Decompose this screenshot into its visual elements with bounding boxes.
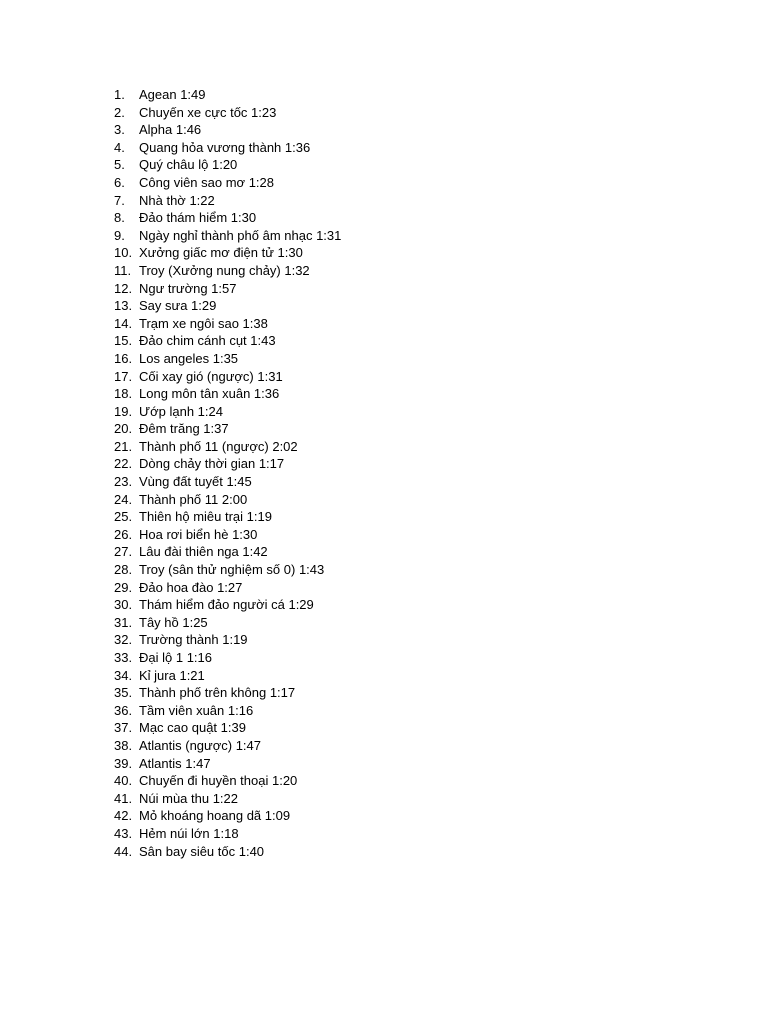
- list-item-number: 31.: [114, 614, 133, 630]
- list-item: [114, 772, 341, 790]
- list-item-number: 18.: [114, 386, 133, 402]
- list-item-number: 29.: [114, 579, 133, 595]
- list-item-text: Sân bay siêu tốc 1:40: [139, 843, 265, 859]
- list-item-text: Mỏ khoáng hoang dã 1:09: [139, 808, 291, 824]
- list-item: [114, 825, 341, 843]
- list-item-number: 25.: [114, 509, 133, 525]
- list-item-number: 37.: [114, 720, 133, 736]
- list-item-text: Atlantis (ngược) 1:47: [139, 737, 262, 753]
- list-item-number: 11.: [114, 262, 132, 278]
- list-item-number: 1.: [114, 87, 125, 102]
- list-item: [114, 209, 341, 227]
- list-item: [114, 368, 341, 386]
- list-item-text: Chuyến đi huyền thoại 1:20: [139, 773, 298, 789]
- list-item-text: Thành phố trên không 1:17: [139, 685, 296, 701]
- list-item: [114, 579, 341, 597]
- list-item-text: Hẻm núi lớn 1:18: [139, 825, 239, 841]
- list-item-number: 22.: [114, 456, 133, 472]
- list-item: [114, 807, 341, 825]
- list-item: [114, 508, 341, 526]
- list-item-text: Tây hồ 1:25: [139, 614, 208, 630]
- list-item: [114, 491, 341, 509]
- list-item: [114, 104, 341, 122]
- list-item-text: Dòng chảy thời gian 1:17: [139, 456, 285, 472]
- list-item: [114, 561, 341, 579]
- list-item-number: 16.: [114, 350, 133, 366]
- list-item: [114, 139, 341, 157]
- list-item-number: 20.: [114, 421, 133, 437]
- list-item-number: 35.: [114, 685, 133, 701]
- list-item-text: Thành phố 11 2:00: [139, 491, 248, 507]
- list-item: [114, 332, 341, 350]
- list-item: [114, 192, 341, 210]
- list-item: [114, 174, 341, 192]
- list-item: [114, 667, 341, 685]
- list-item-text: Lâu đài thiên nga 1:42: [139, 544, 268, 560]
- list-item-text: Hoa rơi biển hè 1:30: [139, 526, 258, 542]
- list-item-number: 36.: [114, 702, 133, 718]
- list-item-number: 24.: [114, 491, 133, 507]
- list-item-number: 39.: [114, 755, 133, 771]
- list-item-number: 4.: [114, 139, 125, 155]
- list-item-text: Kỉ jura 1:21: [139, 667, 205, 683]
- list-item-number: 23.: [114, 474, 133, 490]
- list-item-text: Agean 1:49: [139, 87, 206, 102]
- list-item: [114, 156, 341, 174]
- list-item-text: Troy (Xưởng nung chảy) 1:32: [139, 262, 310, 278]
- list-item: [114, 315, 341, 333]
- list-item-text: Long môn tân xuân 1:36: [139, 386, 280, 402]
- list-item-text: Đêm trăng 1:37: [139, 421, 229, 437]
- list-item: [114, 280, 341, 298]
- list-item: [114, 262, 341, 280]
- list-item: [114, 755, 341, 773]
- list-item-text: Công viên sao mơ 1:28: [139, 174, 274, 190]
- list-item-number: 5.: [114, 157, 125, 173]
- list-item: [114, 350, 341, 368]
- list-item-number: 43.: [114, 825, 133, 841]
- list-item: [114, 649, 341, 667]
- list-item-text: Chuyến xe cực tốc 1:23: [139, 104, 277, 120]
- list-item-number: 13.: [114, 298, 133, 314]
- list-item-text: Đảo thám hiểm 1:30: [139, 210, 257, 226]
- list-item-text: Ướp lạnh 1:24: [139, 403, 223, 419]
- list-item-number: 3.: [114, 122, 125, 138]
- list-item-text: Tầm viên xuân 1:16: [139, 702, 254, 718]
- list-item: [114, 702, 341, 720]
- list-item-number: 7.: [114, 192, 125, 208]
- list-item-text: Quang hỏa vương thành 1:36: [139, 139, 311, 155]
- list-item-text: Ngày nghỉ thành phố âm nhạc 1:31: [139, 227, 342, 243]
- list-item-number: 14.: [114, 315, 133, 331]
- list-item-text: Trạm xe ngôi sao 1:38: [139, 315, 268, 331]
- list-item-number: 8.: [114, 210, 125, 226]
- numbered-list: [114, 86, 341, 860]
- list-item-number: 42.: [114, 808, 133, 824]
- list-item: [114, 385, 341, 403]
- list-item-text: Thành phố 11 (ngược) 2:02: [139, 438, 298, 454]
- list-item: [114, 526, 341, 544]
- list-item-text: Xưởng giấc mơ điện tử 1:30: [139, 245, 303, 261]
- list-item: [114, 614, 341, 632]
- list-item-text: Cối xay gió (ngược) 1:31: [139, 368, 283, 384]
- list-item-text: Nhà thờ 1:22: [139, 192, 215, 208]
- list-item-number: 2.: [114, 104, 125, 120]
- list-item-text: Say sưa 1:29: [139, 298, 217, 314]
- list-item-text: Alpha 1:46: [139, 122, 202, 138]
- list-item: [114, 121, 341, 139]
- list-item-number: 9.: [114, 227, 125, 243]
- list-item-number: 34.: [114, 667, 133, 683]
- list-item-text: Đảo chim cánh cụt 1:43: [139, 333, 276, 349]
- list-item-number: 32.: [114, 632, 133, 648]
- list-item: [114, 790, 341, 808]
- list-item-number: 40.: [114, 773, 133, 789]
- list-item-number: 33.: [114, 650, 133, 665]
- list-item: [114, 297, 341, 315]
- list-item: [114, 403, 341, 421]
- list-item-text: Ngư trường 1:57: [139, 280, 237, 296]
- list-item: [114, 473, 341, 491]
- list-item: [114, 684, 341, 702]
- list-item-number: 21.: [114, 438, 133, 454]
- list-item-text: Núi mùa thu 1:22: [139, 790, 239, 806]
- list-item-text: Thám hiểm đảo người cá 1:29: [139, 597, 314, 613]
- list-item: [114, 86, 341, 104]
- list-item: [114, 543, 341, 561]
- list-item-number: 30.: [114, 597, 133, 613]
- list-item-number: 12.: [114, 280, 133, 296]
- list-item: [114, 719, 341, 737]
- list-item-text: Quý châu lộ 1:20: [139, 157, 238, 173]
- list-item-number: 27.: [114, 544, 133, 560]
- list-item-text: Atlantis 1:47: [139, 755, 211, 771]
- list-item: [114, 843, 341, 861]
- list-item-text: Vùng đất tuyết 1:45: [139, 474, 252, 490]
- list-item-number: 6.: [114, 174, 125, 190]
- list-item-number: 17.: [114, 368, 133, 384]
- list-item: [114, 737, 341, 755]
- list-item-text: Đại lộ 1 1:16: [139, 650, 212, 665]
- list-item: [114, 438, 341, 456]
- list-item-number: 38.: [114, 737, 133, 753]
- list-item: [114, 455, 341, 473]
- list-item-number: 28.: [114, 562, 133, 578]
- list-item: [114, 596, 341, 614]
- list-item: [114, 631, 341, 649]
- list-item-text: Mạc cao quật 1:39: [139, 720, 246, 736]
- list-item-text: Đảo hoa đào 1:27: [139, 579, 243, 595]
- list-item: [114, 244, 341, 262]
- list-item: [114, 227, 341, 245]
- list-item-text: Los angeles 1:35: [139, 350, 239, 366]
- list-item-number: 44.: [114, 843, 133, 859]
- list-item-text: Thiên hộ miêu trại 1:19: [139, 509, 272, 525]
- list-item: [114, 420, 341, 438]
- list-item-number: 26.: [114, 526, 133, 542]
- list-item-text: Trường thành 1:19: [139, 632, 248, 648]
- list-item-number: 19.: [114, 403, 133, 419]
- list-item-number: 15.: [114, 333, 133, 349]
- list-item-number: 10.: [114, 245, 133, 261]
- list-item-text: Troy (sân thử nghiệm số 0) 1:43: [139, 562, 325, 578]
- list-item-number: 41.: [114, 790, 133, 806]
